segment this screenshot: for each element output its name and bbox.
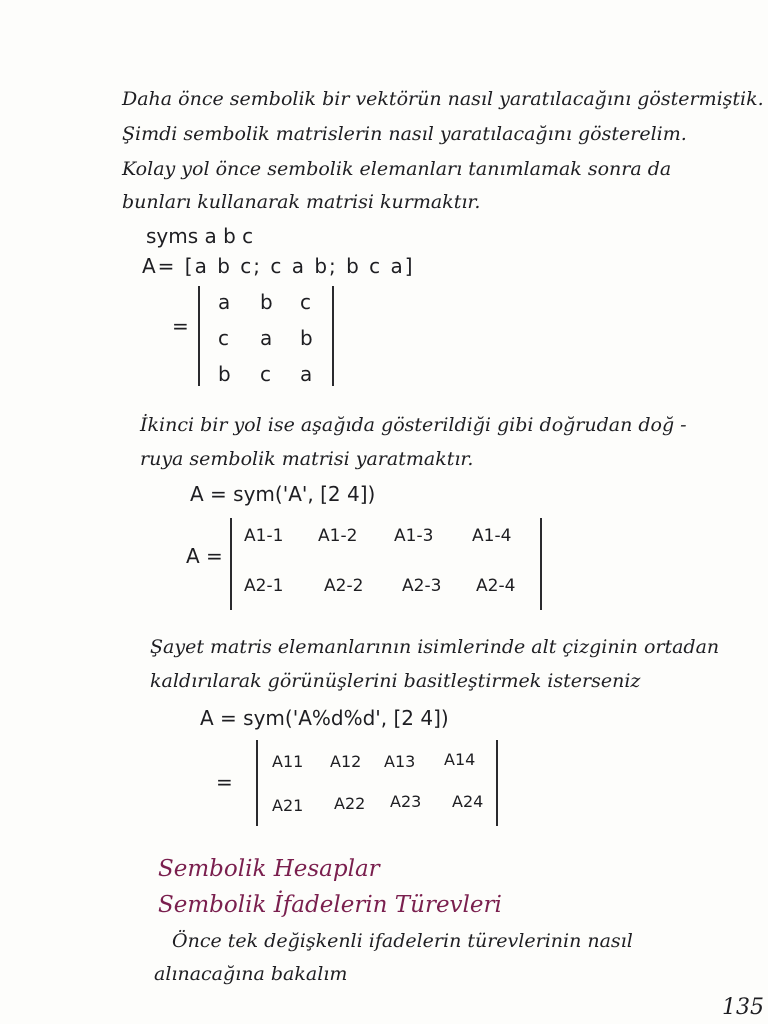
matrix-cell: A21: [272, 796, 304, 815]
equals-sign: =: [216, 770, 233, 794]
matrix-cell: A1-3: [394, 526, 434, 546]
matrix-assignment: A= [a b c; c a b; b c a]: [142, 254, 415, 278]
matrix-cell: A24: [452, 792, 484, 811]
matrix-cell: A1-1: [244, 526, 284, 546]
matrix-cell: c: [300, 290, 311, 314]
matrix-cell: A2-2: [324, 576, 364, 596]
equals-sign: =: [172, 314, 189, 338]
underscore-note-line-2: kaldırılarak görünüşlerini basitleştirmek isterseniz: [150, 670, 641, 692]
matrix-cell: b: [218, 362, 231, 386]
second-method-line-2: ruya sembolik matrisi yaratmaktır.: [140, 448, 474, 470]
matrix-cell: A1-4: [472, 526, 512, 546]
section-text-line-1: Önce tek değişkenli ifadelerin türevlerinin nasıl: [172, 930, 633, 952]
sym-command-1: A = sym('A', [2 4]): [190, 482, 376, 506]
page-number: 135: [722, 995, 764, 1020]
symbolic-matrix-3x3: [198, 286, 334, 386]
matrix-cell: A2-1: [244, 576, 284, 596]
matrix-cell: A2-4: [476, 576, 516, 596]
section-text-line-2: alınacağına bakalım: [154, 963, 348, 985]
matrix-cell: A22: [334, 794, 366, 813]
matrix-cell: b: [300, 326, 313, 350]
subsection-heading: Sembolik İfadelerin Türevleri: [158, 892, 502, 918]
matrix-cell: c: [260, 362, 271, 386]
intro-line-2: Şimdi sembolik matrislerin nasıl yaratılacağını gösterelim.: [122, 123, 687, 145]
second-method-line-1: İkinci bir yol ise aşağıda gösterildiği gibi doğrudan doğ -: [140, 414, 687, 436]
section-heading: Sembolik Hesaplar: [158, 856, 380, 882]
intro-line-1: Daha önce sembolik bir vektörün nasıl yaratılacağını göstermiştik.: [122, 88, 764, 110]
matrix-cell: A1-2: [318, 526, 358, 546]
sym-command-2: A = sym('A%d%d', [2 4]): [200, 706, 449, 730]
symbolic-matrix-2x4: [230, 518, 542, 610]
matrix-lhs: A =: [186, 544, 223, 568]
matrix-cell: A13: [384, 752, 416, 771]
matrix-cell: c: [218, 326, 229, 350]
syms-command: syms a b c: [146, 224, 254, 248]
matrix-cell: A2-3: [402, 576, 442, 596]
matrix-cell: a: [260, 326, 273, 350]
underscore-note-line-1: Şayet matris elemanlarının isimlerinde alt çizginin ortadan: [150, 636, 720, 658]
intro-line-4: bunları kullanarak matrisi kurmaktır.: [122, 191, 481, 213]
symbolic-matrix-2x4-simplified: [256, 740, 498, 826]
matrix-cell: A23: [390, 792, 422, 811]
matrix-cell: A12: [330, 752, 362, 771]
matrix-cell: A11: [272, 752, 304, 771]
matrix-cell: A14: [444, 750, 476, 769]
matrix-cell: a: [300, 362, 313, 386]
matrix-cell: b: [260, 290, 273, 314]
matrix-cell: a: [218, 290, 231, 314]
intro-line-3: Kolay yol önce sembolik elemanları tanımlamak sonra da: [122, 158, 672, 180]
